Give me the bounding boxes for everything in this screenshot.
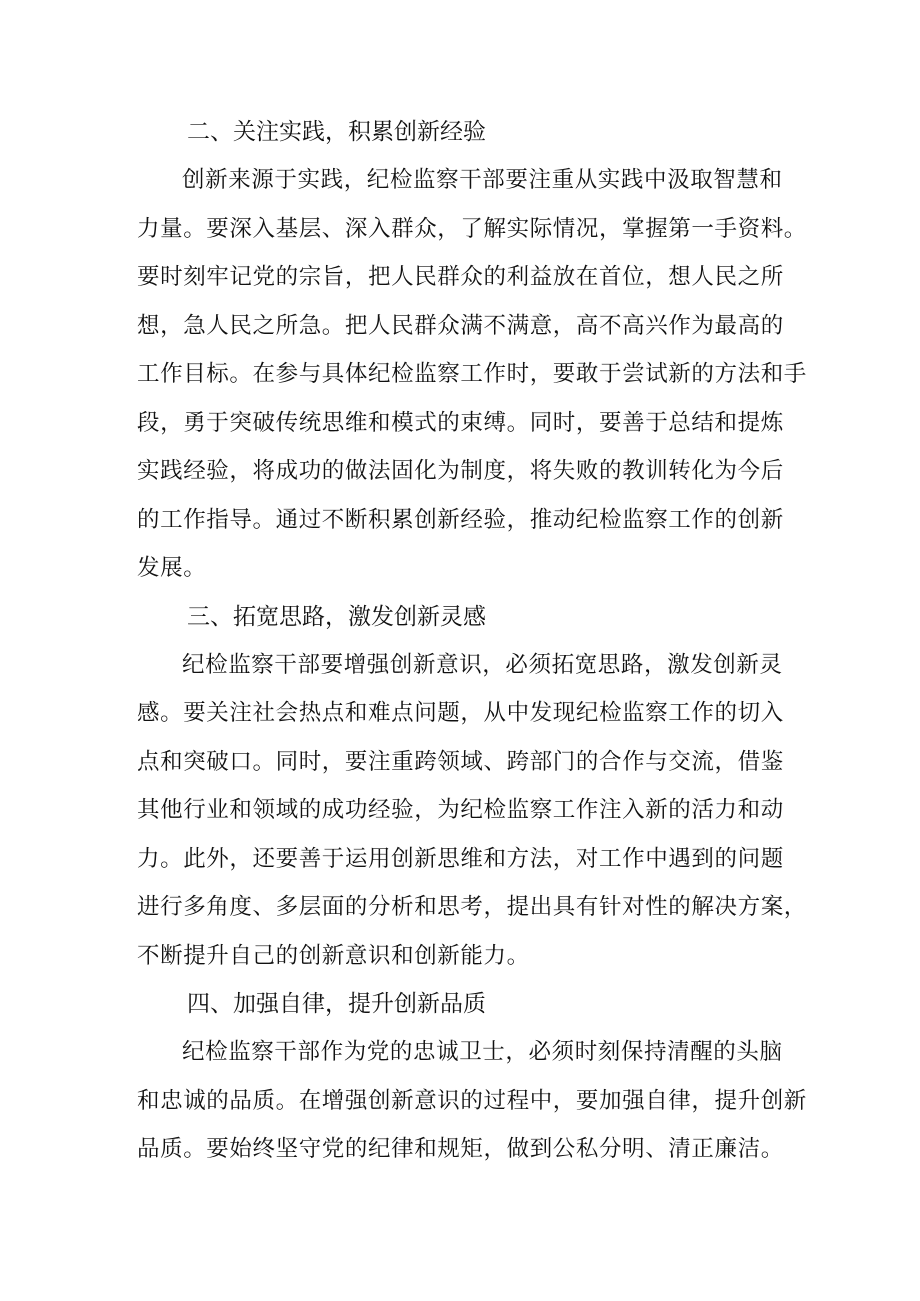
text-line: 感。要关注社会热点和难点问题，从中发现纪检监察工作的切入: [137, 700, 784, 726]
text-line: 的工作指导。通过不断积累创新经验，推动纪检监察工作的创新: [137, 506, 784, 533]
text-line: 段，勇于突破传统思维和模式的束缚。同时，要善于总结和提炼: [137, 409, 784, 436]
section-heading: 二、关注实践，积累创新经验: [187, 119, 486, 145]
text-line: 力。此外，还要善于运用创新思维和方法，对工作中遇到的问题: [137, 845, 784, 872]
text-line: 点和突破口。同时，要注重跨领域、跨部门的合作与交流，借鉴: [137, 748, 784, 775]
text-line: 力量。要深入基层、深入群众，了解实际情况，掌握第一手资料。: [137, 215, 807, 242]
section-paragraph: [137, 156, 807, 593]
text-line: 发展。: [137, 555, 207, 581]
text-line: 品质。要始终坚守党的纪律和规矩，做到公私分明、清正廉洁。: [137, 1136, 784, 1162]
text-line: 纪检监察干部要增强创新意识，必须拓宽思路，激发创新灵: [182, 651, 783, 678]
text-line: 不断提升自己的创新意识和创新能力。: [137, 942, 530, 969]
text-line: 纪检监察干部作为党的忠诚卫士，必须时刻保持清醒的头脑: [182, 1039, 783, 1065]
document-body: [137, 108, 807, 1174]
text-line: 和忠诚的品质。在增强创新意识的过程中，要加强自律，提升创新: [137, 1087, 807, 1114]
text-line: 创新来源于实践，纪检监察干部要注重从实践中汲取智慧和: [182, 167, 783, 193]
section-paragraph: [137, 641, 807, 981]
section-paragraph: [137, 1028, 807, 1174]
text-line: 其他行业和领域的成功经验，为纪检监察工作注入新的活力和动: [137, 797, 784, 823]
text-line: 实践经验，将成功的做法固化为制度，将失败的教训转化为今后: [137, 458, 784, 484]
text-line: 进行多角度、多层面的分析和思考，提出具有针对性的解决方案，: [137, 894, 807, 920]
section-heading: 四、加强自律，提升创新品质: [187, 991, 486, 1017]
text-line: 要时刻牢记党的宗旨，把人民群众的利益放在首位，想人民之所: [137, 264, 784, 290]
text-line: 工作目标。在参与具体纪检监察工作时，要敢于尝试新的方法和手: [137, 361, 807, 387]
text-line: 想，急人民之所急。把人民群众满不满意，高不高兴作为最高的: [137, 312, 784, 339]
section-heading: 三、拓宽思路，激发创新灵感: [187, 603, 486, 630]
